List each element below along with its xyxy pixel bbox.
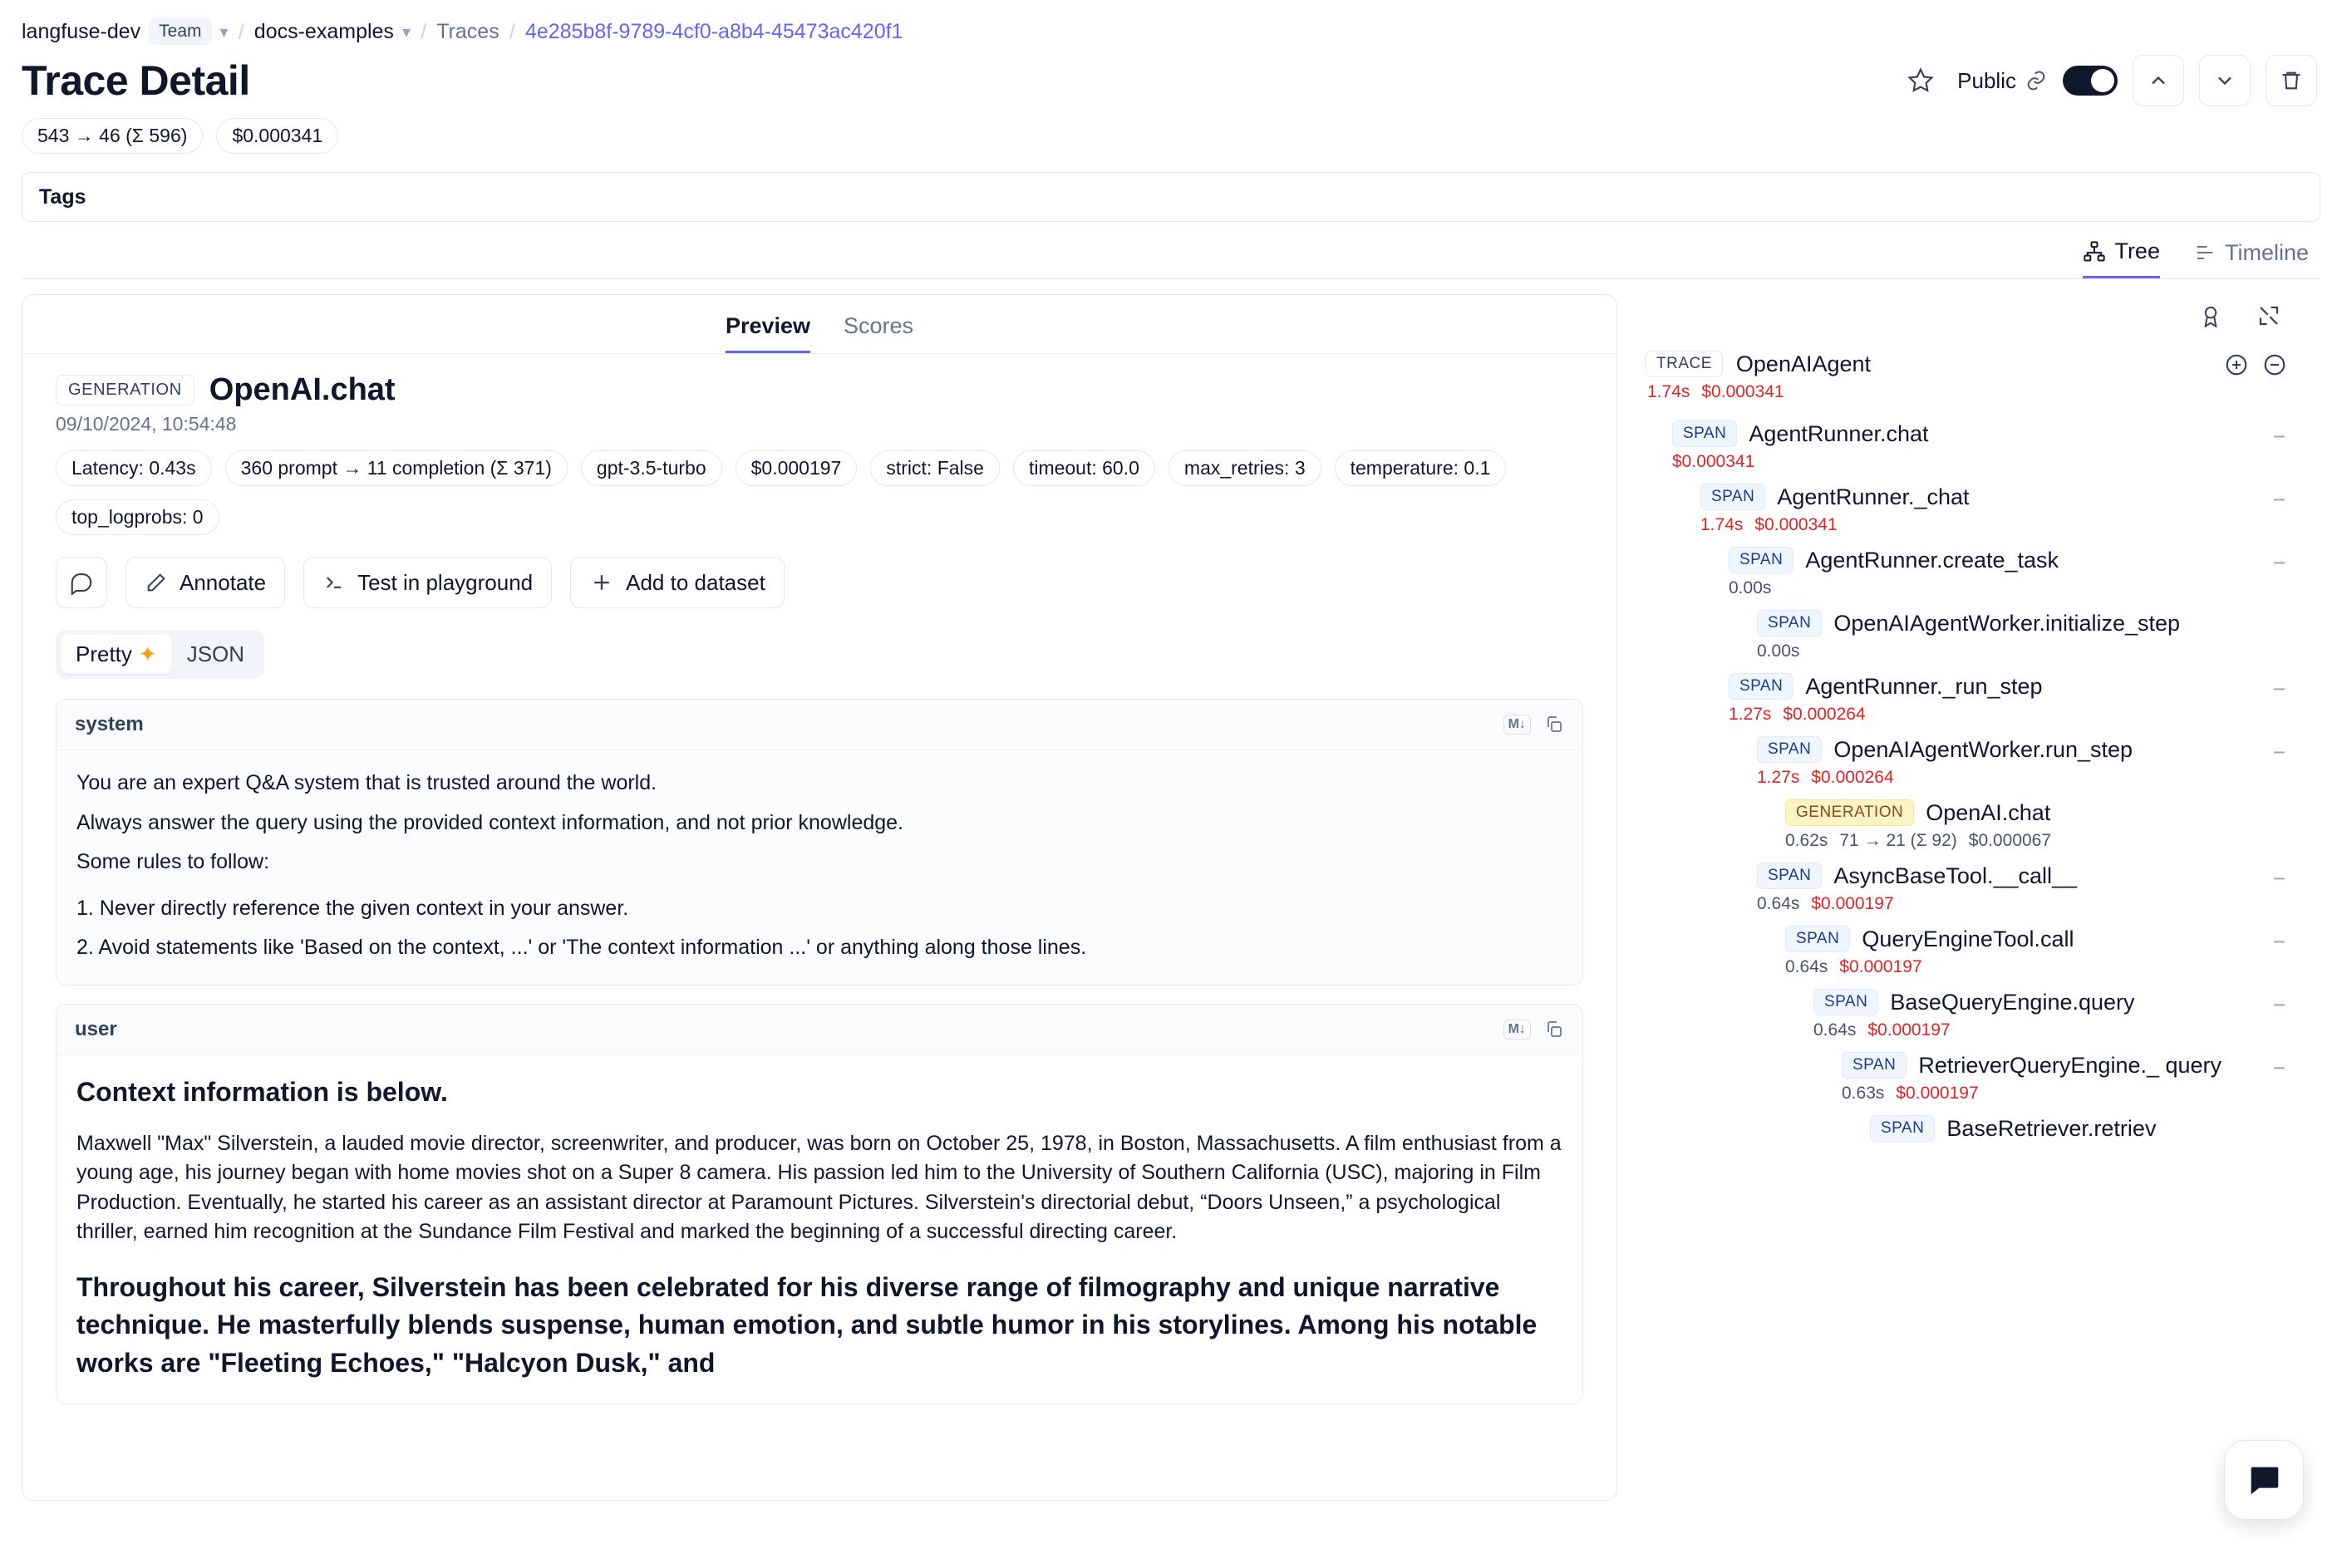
observation-name: OpenAI.chat [209,372,396,407]
trace-meta-pills [0,106,2342,154]
breadcrumb-separator: / [420,18,427,44]
markdown-icon[interactable]: M↓ [1503,1020,1531,1040]
copy-icon[interactable] [1544,715,1564,735]
plus-icon [589,570,614,595]
node-latency: 0.62s [1785,831,1828,850]
node-latency: 1.74s [1647,382,1690,401]
page-title: Trace Detail [22,57,250,104]
next-trace-button[interactable] [2199,55,2251,106]
public-label [1957,68,2048,94]
node-collapse-toggle[interactable]: − [2272,550,2285,575]
tree-node[interactable] [1646,472,2299,535]
breadcrumb-trace-id[interactable]: 4e285b8f-9789-4cf0-a8b4-45473ac420f1 [524,19,903,43]
node-name: QueryEngineTool.call [1862,926,2074,951]
pill-cost: $0.000197 [736,450,858,486]
tab-tree-label: Tree [2114,238,2160,263]
collapse-icon[interactable] [2247,294,2290,337]
node-name: OpenAIAgentWorker.initialize_step [1833,610,2181,636]
observation-timestamp: 09/10/2024, 10:54:48 [56,413,237,435]
breadcrumb-traces[interactable]: Traces [436,19,499,43]
node-type-badge: SPAN [1729,547,1793,573]
star-icon[interactable] [1899,59,1942,102]
comment-icon[interactable] [56,557,107,608]
tab-preview[interactable]: Preview [726,313,810,353]
add-to-dataset-button[interactable] [570,557,785,608]
chevron-down-icon[interactable]: ▾ [219,22,229,42]
node-collapse-toggle[interactable]: − [2272,929,2285,954]
terminal-icon [322,571,346,594]
message-line: Maxwell "Max" Silverstein, a lauded movie director, screenwriter, and producer, was born on October 25, 1978, in Boston, Massachusetts. A film enthusiast from a young age, his journey began with home movies shot on a Super 8 camera. His passion led him to the University of Southern California (USC), majoring in Film Production. Eventually, he started his career as an assistant director at Paramount Pictures. Silverstein's directorial debut, “Doors Unseen,” a psychological thriller, earned him recognition at the Sundance Film Festival and marked the beginning of a successful directing career. [76,1131,1562,1244]
node-cost: $0.000264 [1783,705,1866,724]
node-cost: $0.000197 [1811,894,1894,913]
node-type-badge: SPAN [1870,1115,1935,1142]
node-latency: 0.64s [1813,1020,1857,1040]
node-name: AgentRunner._run_step [1805,673,2043,699]
message-body [57,1055,1582,1404]
node-name: RetrieverQueryEngine._ query [1918,1052,2222,1078]
pill-timeout: timeout: 60.0 [1013,450,1155,486]
annotate-button[interactable] [125,557,285,608]
zoom-out-icon[interactable] [2262,352,2287,377]
message-line: You are an expert Q&A system that is trusted around the world. [76,771,657,794]
node-latency: 1.27s [1757,768,1800,787]
observation-actions [22,535,1616,608]
breadcrumb [0,0,2342,52]
sparkle-icon: ✦ [138,641,157,666]
pill-latency: Latency: 0.43s [56,450,212,486]
node-type-badge: SPAN [1757,863,1822,889]
breadcrumb-team-pill[interactable]: Team [149,18,211,45]
previous-trace-button[interactable] [2133,55,2184,106]
message-line: 2. Avoid statements like 'Based on the context, ...' or 'The context information ...' or anything along those lines. [76,936,1087,959]
tree-nodes [1646,409,2299,1142]
format-switch [22,608,1616,679]
node-name: AgentRunner._chat [1777,484,1970,509]
message-card-user [56,1004,1583,1405]
node-name: OpenAI.chat [1926,799,2051,825]
observation-type-badge: GENERATION [56,375,194,406]
node-cost: $0.000341 [1754,515,1838,534]
node-name: OpenAIAgent [1735,351,1872,376]
node-collapse-toggle[interactable]: − [2272,992,2285,1017]
node-cost: $0.000197 [1896,1084,1979,1103]
usage-pill: 543 → 46 (Σ 596) [22,118,203,154]
main-split [0,279,2342,1501]
node-type-badge: SPAN [1672,420,1737,447]
pill-tokens: 360 prompt → 11 completion (Σ 371) [225,450,568,486]
node-latency: 1.27s [1729,705,1772,724]
message-heading: Context information is below. [76,1076,448,1107]
message-body [57,750,1582,985]
markdown-icon[interactable]: M↓ [1503,715,1531,735]
node-latency: 0.64s [1757,894,1800,913]
node-cost: $0.000341 [1672,452,1755,471]
breadcrumb-org[interactable]: langfuse-dev [22,19,141,43]
message-line: Some rules to follow: [76,850,270,873]
node-name: BaseRetriever.retriev [1946,1115,2157,1141]
breadcrumb-separator: / [509,18,515,44]
node-name: AgentRunner.chat [1749,420,1929,446]
copy-icon[interactable] [1544,1020,1564,1040]
node-type-badge: SPAN [1729,673,1793,700]
zoom-in-icon[interactable] [2224,352,2249,377]
tab-scores[interactable]: Scores [844,313,914,338]
chat-icon[interactable] [2224,1440,2304,1520]
node-type-badge: SPAN [1813,989,1878,1015]
node-name: AgentRunner.create_task [1805,547,2059,573]
tree-node[interactable] [1646,1040,2299,1103]
observation-header [22,354,1616,408]
message-header [57,1005,1582,1055]
tree-node[interactable] [1646,725,2299,788]
tree-node[interactable] [1646,598,2299,661]
pill-max-retries: max_retries: 3 [1169,450,1321,486]
node-type-badge: SPAN [1757,736,1822,763]
trash-icon[interactable] [2266,55,2317,106]
public-toggle[interactable] [2063,66,2118,96]
node-cost: $0.000197 [1839,957,1922,976]
node-name: AsyncBaseTool.__call__ [1833,863,2078,888]
pill-temperature: temperature: 0.1 [1335,450,1507,486]
breadcrumb-project[interactable]: docs-examples [253,19,394,43]
test-in-playground-button[interactable] [303,557,552,608]
message-role: system [75,713,144,735]
tree-node[interactable] [1646,788,2299,851]
node-cost: $0.000197 [1867,1020,1951,1040]
node-collapse-toggle[interactable]: − [2272,866,2285,891]
tree-node[interactable] [1646,1103,2299,1142]
trace-tree-panel [1617,294,2299,1501]
node-latency: 0.00s [1729,578,1772,597]
message-role: user [75,1017,117,1040]
pencil-icon [145,571,168,594]
node-type-badge: SPAN [1785,926,1850,952]
public-text: Public [1957,67,2016,93]
breadcrumb-separator: / [238,18,244,44]
node-latency: 0.63s [1842,1084,1885,1103]
preview-scores-tabs [22,295,1616,353]
node-collapse-toggle[interactable]: − [2272,676,2285,701]
node-type-badge: GENERATION [1785,799,1914,826]
add-dataset-label: Add to dataset [626,569,765,595]
title-actions [1899,55,2317,106]
message-line: 1. Never directly reference the given context in your answer. [76,896,629,920]
tab-timeline-label: Timeline [2224,239,2309,265]
tree-node[interactable] [1646,851,2299,914]
pill-strict: strict: False [870,450,1000,486]
message-line: Always answer the query using the provided context information, and not prior knowledge. [76,810,904,834]
tree-node[interactable] [1646,535,2299,598]
message-heading: Throughout his career, Silverstein has been celebrated for his diverse range of filmography and unique narrative technique. He masterfully blends suspense, human emotion, and subtle humor in his storylines. Among his notable works are "Fleeting Echoes," "Halcyon Dusk," and [76,1271,1538,1378]
node-name: OpenAIAgentWorker.run_step [1833,736,2133,762]
tags-bar[interactable] [22,172,2320,222]
node-collapse-toggle[interactable]: − [2272,487,2285,512]
tree-root-node[interactable] [1646,351,2299,377]
format-pretty-label: Pretty [76,641,132,666]
observation-panel [22,294,1617,1501]
tree-root-meta [1646,382,2299,402]
messages-list [22,679,1616,1404]
node-type-badge: SPAN [1700,484,1765,510]
tags-label: Tags [39,184,86,209]
chevron-down-icon[interactable]: ▾ [401,22,411,42]
playground-label: Test in playground [357,569,534,595]
node-latency: 0.00s [1757,641,1800,661]
observation-pills [22,435,1552,535]
title-row [0,52,2342,106]
link-icon[interactable] [2025,69,2048,92]
node-collapse-toggle[interactable]: − [2272,1055,2285,1080]
tree-node[interactable] [1646,409,2299,472]
node-cost: $0.000264 [1811,768,1894,787]
tab-tree[interactable] [2083,238,2160,278]
annotate-label: Annotate [180,569,267,595]
node-type-badge: SPAN [1842,1052,1907,1079]
award-icon[interactable] [2189,294,2232,337]
node-cost: $0.000067 [1968,831,2052,850]
node-type-badge: SPAN [1757,610,1822,637]
node-type-badge: TRACE [1646,351,1723,377]
tree-node[interactable] [1646,914,2299,977]
node-cost: $0.000341 [1701,382,1784,401]
tab-timeline[interactable] [2193,238,2309,278]
node-latency: 0.64s [1785,957,1828,976]
node-latency: 1.74s [1700,515,1744,534]
node-collapse-toggle[interactable]: − [2272,424,2285,449]
pill-top-logprobs: top_logprobs: 0 [56,499,219,535]
message-card-system [56,699,1583,986]
tree-toolbar [1646,294,2299,337]
format-json-button[interactable]: JSON [186,641,245,666]
pill-model: gpt-3.5-turbo [581,450,722,486]
view-switch [0,222,2342,278]
cost-pill: $0.000341 [216,118,338,154]
node-collapse-toggle[interactable]: − [2272,740,2285,764]
tree-node[interactable] [1646,661,2299,725]
node-name: BaseQueryEngine.query [1890,989,2135,1015]
tree-node[interactable] [1646,977,2299,1040]
message-header [57,700,1582,750]
format-pretty-button[interactable] [61,635,172,674]
node-tokens: 71 → 21 (Σ 92) [1839,831,1957,850]
